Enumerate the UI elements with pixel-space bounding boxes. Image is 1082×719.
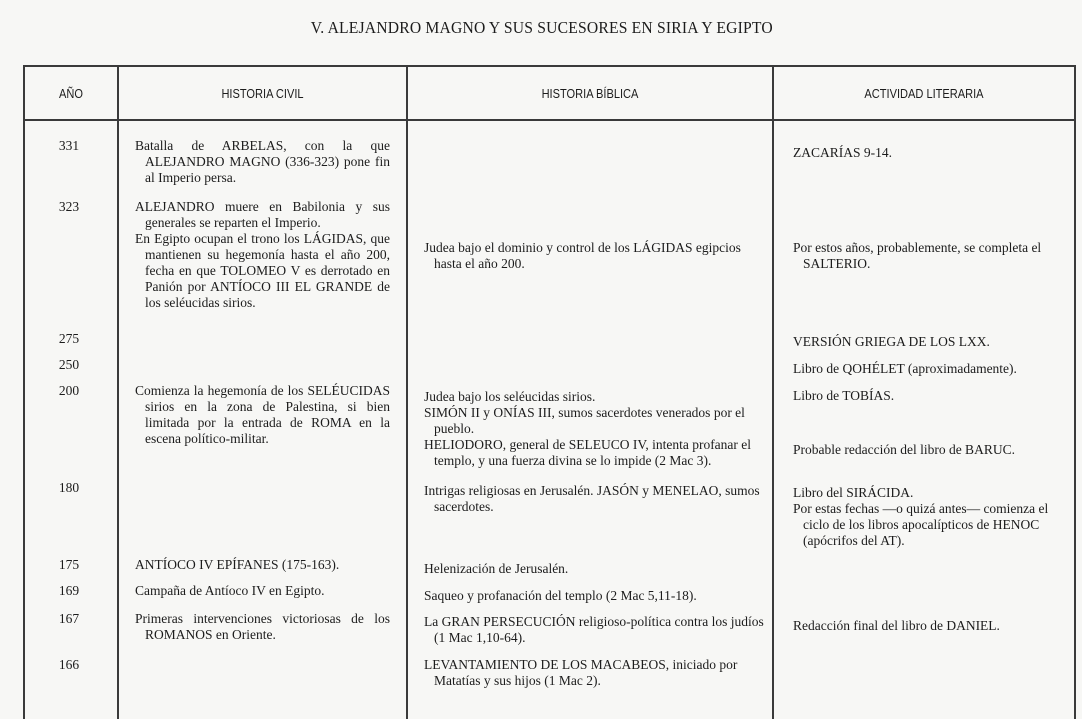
biblical-entry: Helenización de Jerusalén. xyxy=(424,561,569,576)
year-cell: 175 xyxy=(58,557,80,572)
civil-entry: ALEJANDRO muere en Babilonia y sus generales se reparten el Imperio. xyxy=(135,199,390,230)
page-title: V. ALEJANDRO MAGNO Y SUS SUCESORES EN SIRIA Y EGIPTO xyxy=(310,18,773,37)
header-civil-history: HISTORIA CIVIL xyxy=(221,86,304,101)
column-divider xyxy=(772,67,774,719)
year-cell: 169 xyxy=(58,583,80,598)
header-literary-activity: ACTIVIDAD LITERARIA xyxy=(864,86,984,101)
biblical-entry: Judea bajo los seléucidas sirios. xyxy=(424,389,596,404)
civil-entry: ANTÍOCO IV EPÍFANES (175-163). xyxy=(135,557,340,572)
header-biblical-history: HISTORIA BÍBLICA xyxy=(541,86,639,101)
biblical-entry: Intrigas religiosas en Jerusalén. JASÓN y MENELAO, sumos sacerdotes. xyxy=(424,483,760,514)
literary-entry: VERSIÓN GRIEGA DE LOS LXX. xyxy=(793,334,990,349)
year-cell: 323 xyxy=(58,199,80,214)
year-cell: 250 xyxy=(58,357,80,372)
civil-entry: En Egipto ocupan el trono los LÁGIDAS, que mantienen su hegemonía hasta el año 200, fecha en que TOLOMEO V es derrotado en Panión por ANTÍOCO III EL GRANDE de los seléucidas sirios. xyxy=(135,231,390,310)
column-divider xyxy=(406,67,408,719)
biblical-entry: HELIODORO, general de SELEUCO IV, intenta profanar el templo, y una fuerza divina se lo impide (2 Mac 3). xyxy=(424,437,752,468)
year-cell: 331 xyxy=(58,138,80,153)
civil-entry: Comienza la hegemonía de los SELÉUCIDAS sirios en la zona de Palestina, si bien limitada por la entrada de ROMA en la escena político-militar. xyxy=(135,383,390,446)
year-cell: 167 xyxy=(58,611,80,626)
literary-entry: Libro del SIRÁCIDA. xyxy=(793,485,914,500)
biblical-entry: Saqueo y profanación del templo (2 Mac 5,11-18). xyxy=(424,588,697,603)
biblical-entry: La GRAN PERSECUCIÓN religioso-política contra los judíos (1 Mac 1,10-64). xyxy=(424,614,764,645)
literary-entry: ZACARÍAS 9-14. xyxy=(793,145,893,160)
civil-entry: Campaña de Antíoco IV en Egipto. xyxy=(135,583,325,598)
civil-entry: Batalla de ARBELAS, con la que ALEJANDRO MAGNO (336-323) pone fin al Imperio persa. xyxy=(135,138,390,185)
biblical-entry: SIMÓN II y ONÍAS III, sumos sacerdotes venerados por el pueblo. xyxy=(424,405,745,436)
header-year: AÑO xyxy=(59,86,83,101)
biblical-entry: Judea bajo el dominio y control de los LÁGIDAS egipcios hasta el año 200. xyxy=(424,240,741,271)
literary-entry: Libro de TOBÍAS. xyxy=(793,388,895,403)
literary-entry: Libro de QOHÉLET (aproximadamente). xyxy=(793,361,1017,376)
year-cell: 200 xyxy=(58,383,80,398)
literary-entry: Redacción final del libro de DANIEL. xyxy=(793,618,1000,633)
column-divider xyxy=(117,67,119,719)
header-divider xyxy=(25,119,1074,121)
literary-entry: Probable redacción del libro de BARUC. xyxy=(793,442,1015,457)
chronology-table xyxy=(23,65,1076,719)
literary-entry: Por estos años, probablemente, se completa el SALTERIO. xyxy=(793,240,1042,271)
year-cell: 275 xyxy=(58,331,80,346)
literary-entry: Por estas fechas —o quizá antes— comienza el ciclo de los libros apocalípticos de HENOC (apócrifos del AT). xyxy=(793,501,1049,548)
year-cell: 166 xyxy=(58,657,80,672)
year-cell: 180 xyxy=(58,480,80,495)
civil-entry: Primeras intervenciones victoriosas de los ROMANOS en Oriente. xyxy=(135,611,390,642)
biblical-entry: LEVANTAMIENTO DE LOS MACABEOS, iniciado por Matatías y sus hijos (1 Mac 2). xyxy=(424,657,738,688)
